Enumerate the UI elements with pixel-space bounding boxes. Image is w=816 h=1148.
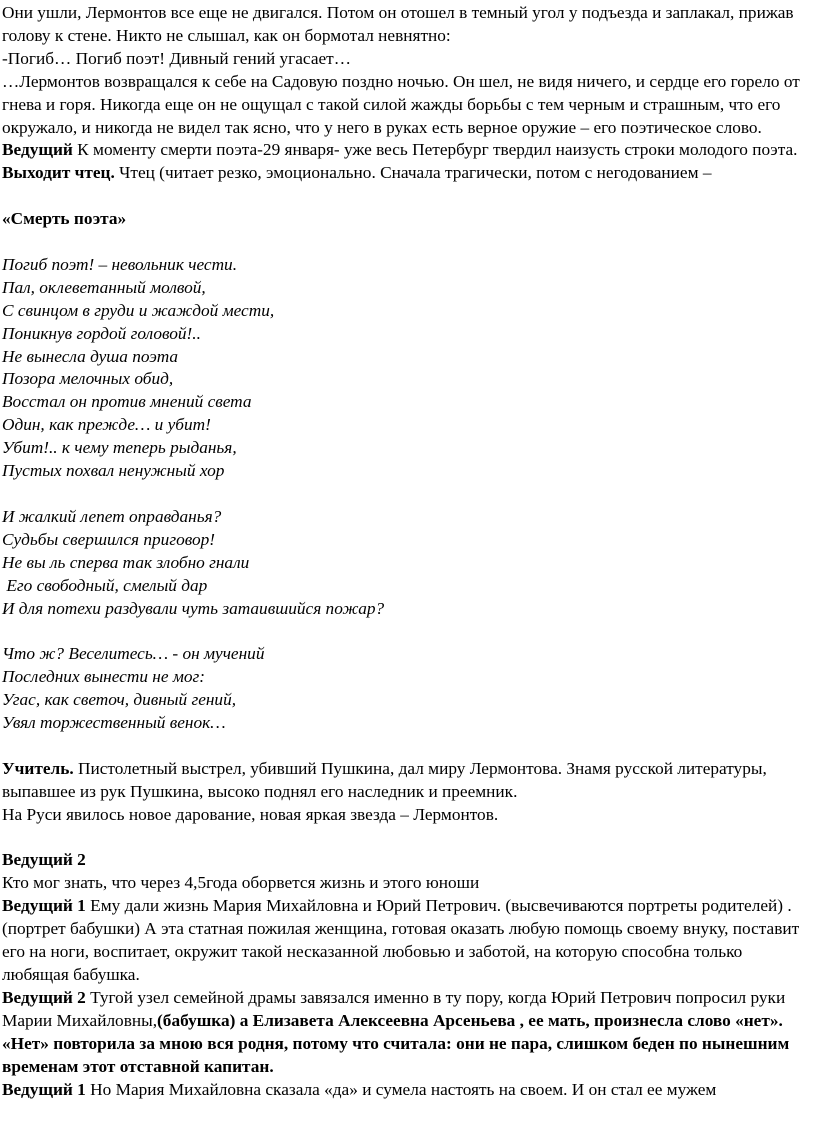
poem-line: Пал, оклеветанный молвой, (2, 277, 206, 297)
speaker-heading: Ведущий 2 (2, 850, 86, 870)
host1-paragraph-2 (2, 1079, 812, 1102)
poem-line: Погиб поэт! – невольник чести. (2, 254, 238, 274)
host2-text: Тугой узел семейной драмы завязался именно в ту пору, когда Юрий Петрович попросил руки Марии Михайловны, (2, 987, 786, 1030)
teacher-paragraph-2: На Руси явилось новое дарование, новая яркая звезда – Лермонтов. (2, 804, 499, 824)
teacher-text: Пистолетный выстрел, убивший Пушкина, дал миру Лермонтова. Знамя русской литературы, выпавшее из рук Пушкина, высоко поднял его наследник и преемник. (2, 758, 767, 801)
speaker-label: Ведущий 1 (2, 1079, 86, 1099)
host1-paragraph (2, 895, 812, 987)
teacher-paragraph (2, 758, 812, 804)
blank-line (2, 185, 812, 208)
speaker-label: Ведущий (2, 140, 73, 160)
host1-text: Ему дали жизнь Мария Михайловна и Юрий Петрович. (высвечиваются портреты родителей) . (портрет бабушки) А эта статная пожилая женщина, готовая оказать любую помощь своему внуку, поставит его на ноги, воспитает, окружит такой несказанной любовью и заботой, на которую способна только любящая бабушка. (2, 896, 800, 984)
speaker-label: Ведущий 2 (2, 987, 86, 1007)
poem-line: Один, как прежде… и убит! (2, 415, 211, 435)
poem-stanza-1 (2, 254, 812, 483)
host2-bold-text: (бабушка) а Елизавета Алексеевна Арсеньева , ее мать, произнесла слово «нет». «Нет» повторила за мною вся родня, потому что считала: они не пара, слишком беден по нынешним временам этот отставной капитан. (2, 1010, 790, 1076)
poem-line: Пустых похвал ненужный хор (2, 461, 225, 481)
blank-line (2, 231, 812, 254)
intro-paragraph: Они ушли, Лермонтов все еще не двигался. Потом он отошел в темный угол у подъезда и заплакал, прижав голову к стене. Никто не слышал, как он бормотал невнятно: (2, 3, 794, 45)
poem-line: С свинцом в груди и жаждой мести, (2, 300, 275, 320)
poem-line: Что ж? Веселитесь… - он мучений (2, 644, 265, 664)
speaker-label: Ведущий 1 (2, 896, 86, 916)
poem-line: Увял торжественный венок… (2, 713, 226, 733)
poem-line: Восстал он против мнений света (2, 392, 252, 412)
speaker-label: Выходит чтец. (2, 163, 115, 183)
poem-line: Судьбы свершился приговор! (2, 529, 216, 549)
poem-line: Убит!.. к чему теперь рыданья, (2, 438, 237, 458)
blank-line (2, 483, 812, 506)
intro-quote: -Погиб… Погиб поэт! Дивный гений угасает… (2, 48, 351, 68)
host2-paragraph: Кто мог знать, что через 4,5года оборвется жизнь и этого юноши (2, 873, 480, 893)
poem-line: И жалкий лепет оправданья? (2, 506, 222, 526)
poem-line: Поникнув гордой головой!.. (2, 323, 201, 343)
poem-line: Позора мелочных обид, (2, 369, 174, 389)
poem-stanza-3 (2, 643, 812, 735)
poem-title: «Смерть поэта» (2, 209, 127, 229)
poem-line: Не вы ль сперва так злобно гнали (2, 552, 250, 572)
reader-paragraph (2, 162, 812, 185)
host2-paragraph-2 (2, 987, 812, 1079)
poem-line: Его свободный, смелый дар (2, 575, 208, 595)
poem-line: Последних вынести не мог: (2, 667, 206, 687)
document-page (2, 2, 812, 1101)
speaker-label: Учитель. (2, 758, 74, 778)
blank-line (2, 620, 812, 643)
poem-line: И для потехи раздували чуть затаившийся пожар? (2, 598, 385, 618)
reader-text: Чтец (читает резко, эмоционально. Сначала трагически, потом с негодованием – (114, 163, 712, 183)
host-paragraph (2, 139, 812, 162)
host-text: К моменту смерти поэта-29 января- уже весь Петербург твердил наизусть строки молодого поэта. (72, 140, 798, 160)
poem-line: Не вынесла душа поэта (2, 346, 179, 366)
blank-line (2, 827, 812, 850)
host1-text: Но Мария Михайловна сказала «да» и сумела настоять на своем. И он стал ее мужем (85, 1079, 717, 1099)
blank-line (2, 735, 812, 758)
poem-line: Угас, как светоч, дивный гений, (2, 690, 237, 710)
poem-stanza-2 (2, 506, 812, 621)
intro-paragraph-2: …Лермонтов возвращался к себе на Садовую поздно ночью. Он шел, не видя ничего, и сердце его горело от гнева и горя. Никогда еще он не ощущал с такой силой жажды борьбы с тем черным и страшным, что его окружало, и никогда не видел так ясно, что у него в руках есть верное оружие – его поэтическое слово. (2, 71, 800, 137)
